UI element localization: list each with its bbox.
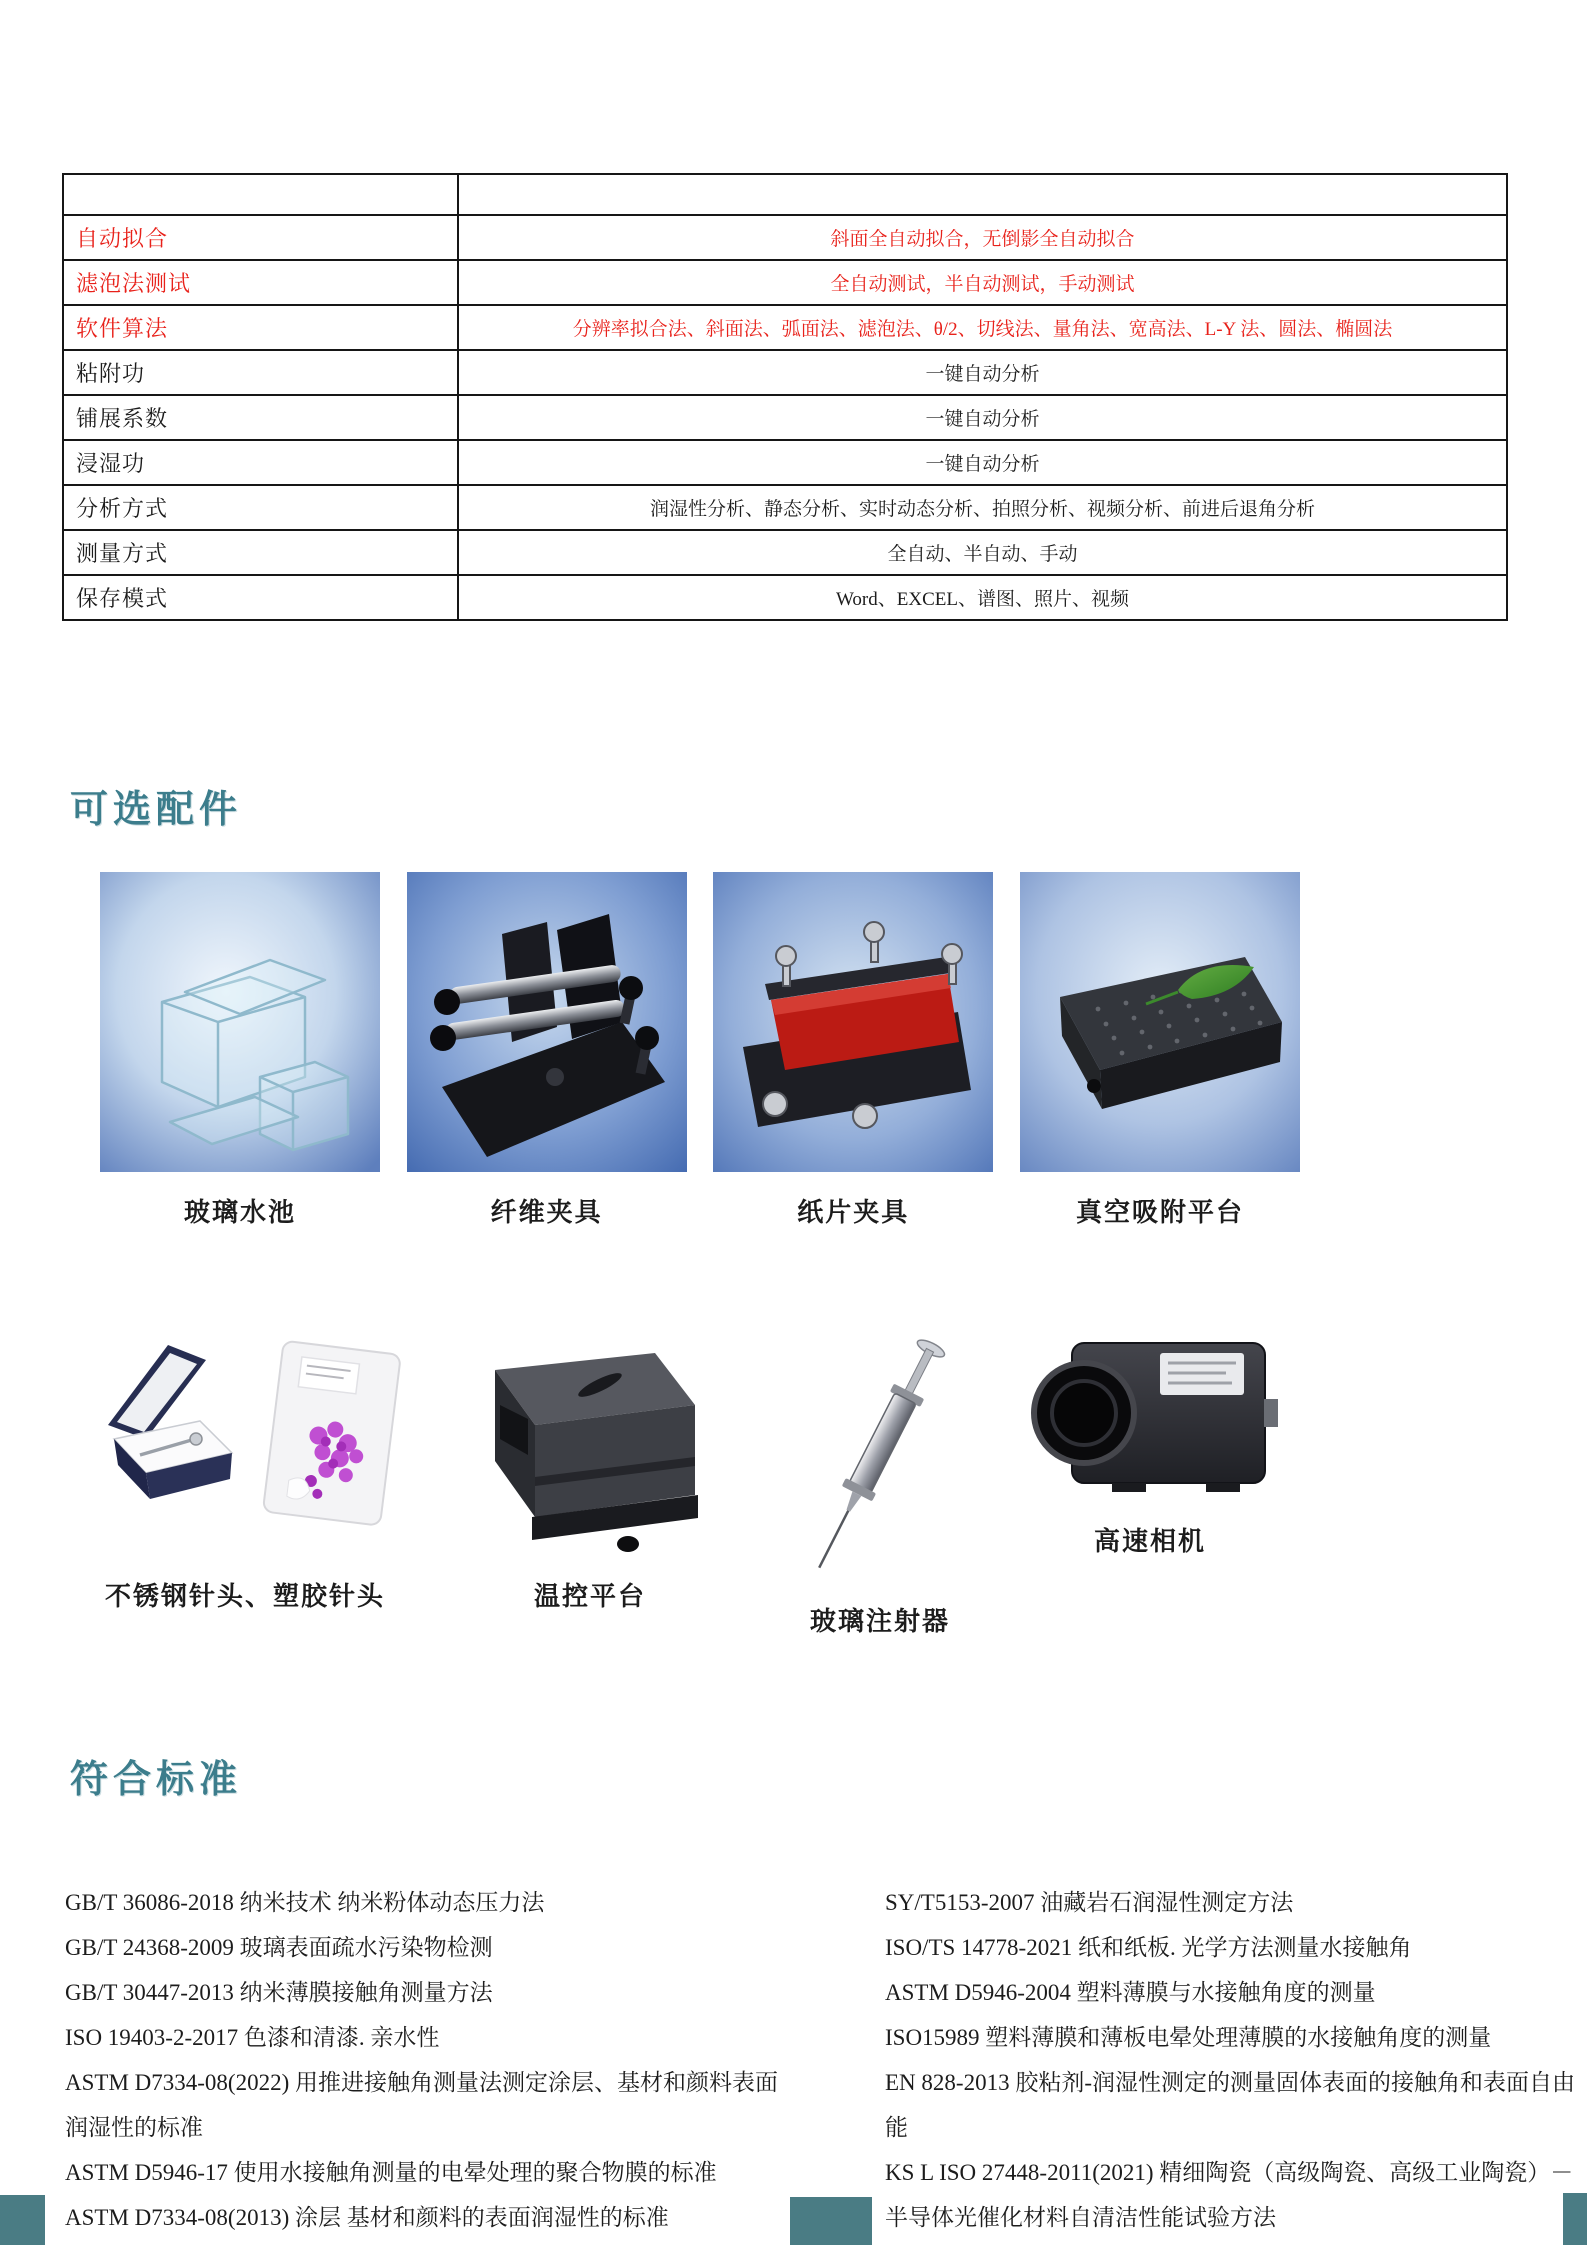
spec-value-cell: 润湿性分析、静态分析、实时动态分析、拍照分析、视频分析、前进后退角分析 [458,485,1507,530]
standard-item: ASTM D7334-08(2022) 用推进接触角测量法测定涂层、基材和颜料表面润湿性的标准 [65,2070,778,2140]
spec-value-cell: 分辨率拟合法、斜面法、弧面法、滤泡法、θ/2、切线法、量角法、宽高法、L-Y 法、圆法、椭圆法 [458,305,1507,350]
table-row [63,530,1507,575]
table-row [63,395,1507,440]
standards-column-right [885,1880,1585,2240]
table-row [63,174,1507,215]
accessories-row-2 [80,1325,1280,1638]
spec-label-cell: 粘附功 [63,350,458,395]
high-speed-camera-image [1020,1325,1280,1505]
spec-value-cell: 一键自动分析 [458,395,1507,440]
spec-label-cell: 测量方式 [63,530,458,575]
glass-syringe-image [770,1325,990,1585]
accessories-section-title: 可选配件 [70,789,243,831]
spec-label-cell: 分析方式 [63,485,458,530]
table-row [63,485,1507,530]
accessory-caption: 不锈钢针头、塑胶针头 [104,1582,385,1611]
spec-value-cell: Word、EXCEL、谱图、照片、视频 [458,575,1507,620]
table-row [63,260,1507,305]
accessory-figure [80,1325,410,1638]
accessory-caption: 真空吸附平台 [1075,1198,1244,1227]
accessory-figure [100,872,380,1229]
temperature-control-platform-image [440,1325,740,1560]
spec-label-cell: 软件算法 [63,305,458,350]
standard-item: ASTM D5946-17 使用水接触角测量的电晕处理的聚合物膜的标准 [65,2160,717,2185]
accessory-figure [770,1325,990,1638]
accessory-caption: 玻璃注射器 [809,1607,950,1636]
standard-item: GB/T 36086-2018 纳米技术 纳米粉体动态压力法 [65,1890,545,1915]
spec-value-cell: 全自动测试，半自动测试，手动测试 [458,260,1507,305]
spec-value-cell [458,174,1507,215]
vacuum-platform-image [1020,872,1300,1172]
needle-tips-image [80,1325,410,1560]
standards-section-title: 符合标准 [70,1759,243,1801]
spec-label-cell: 浸湿功 [63,440,458,485]
standard-item: ISO15989 塑料薄膜和薄板电晕处理薄膜的水接触角度的测量 [885,2025,1492,2050]
spec-value-cell: 一键自动分析 [458,440,1507,485]
spec-value-cell: 斜面全自动拟合，无倒影全自动拟合 [458,215,1507,260]
spec-value-cell: 全自动、半自动、手动 [458,530,1507,575]
table-row [63,350,1507,395]
standard-item: EN 828-2013 胶粘剂-润湿性测定的测量固体表面的接触角和表面自由能 [885,2070,1575,2140]
fiber-clamp-image [407,872,687,1172]
spec-label-cell [63,174,458,215]
accessory-caption: 高速相机 [1093,1527,1206,1556]
paper-clamp-image [713,872,993,1172]
standard-item: ASTM D5946-2004 塑料薄膜与水接触角度的测量 [885,1980,1376,2005]
accessory-caption: 玻璃水池 [183,1198,296,1227]
accessory-caption: 纤维夹具 [490,1198,603,1227]
footer-right-square [1563,2193,1587,2245]
standard-item: GB/T 30447-2013 纳米薄膜接触角测量方法 [65,1980,493,2005]
spec-label-cell: 保存模式 [63,575,458,620]
accessory-figure [440,1325,740,1638]
spec-label-cell: 铺展系数 [63,395,458,440]
spec-label-cell: 自动拟合 [63,215,458,260]
accessory-caption: 纸片夹具 [797,1198,910,1227]
spec-value-cell: 一键自动分析 [458,350,1507,395]
footer-left-square [0,2195,45,2245]
standard-item: GB/T 24368-2009 玻璃表面疏水污染物检测 [65,1935,493,1960]
spec-table [62,173,1508,621]
footer-center-square [790,2197,872,2245]
table-row [63,305,1507,350]
accessory-figure [1020,1325,1280,1638]
glass-water-cell-image [100,872,380,1172]
standard-item: ISO/TS 14778-2021 纸和纸板. 光学方法测量水接触角 [885,1935,1412,1960]
standards-column-left [65,1880,785,2240]
accessory-figure [713,872,993,1229]
table-row [63,215,1507,260]
accessory-figure [1020,872,1300,1229]
accessory-caption: 温控平台 [533,1582,646,1611]
table-row [63,575,1507,620]
standard-item: SY/T5153-2007 油藏岩石润湿性测定方法 [885,1890,1294,1915]
standard-item: KS L ISO 27448-2011(2021) 精细陶瓷（高级陶瓷、高级工业陶瓷）－半导体光催化材料自清洁性能试验方法 [885,2160,1574,2230]
standard-item: ASTM D7334-08(2013) 涂层 基材和颜料的表面润湿性的标准 [65,2205,669,2230]
accessory-figure [407,872,687,1229]
accessories-row-1 [100,872,1300,1229]
standard-item: ISO 19403-2-2017 色漆和清漆. 亲水性 [65,2025,440,2050]
table-row [63,440,1507,485]
spec-label-cell: 滤泡法测试 [63,260,458,305]
